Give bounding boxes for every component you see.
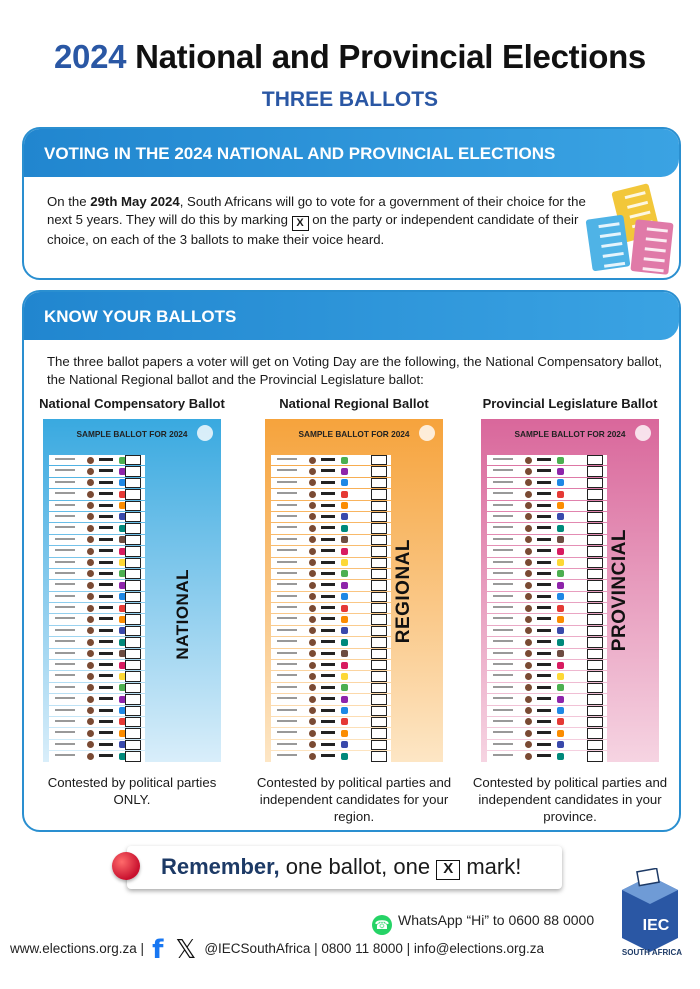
ballot-row xyxy=(49,728,145,738)
ballot-row xyxy=(271,466,391,476)
facebook-icon[interactable]: f xyxy=(152,935,164,965)
ballot-caption: Contested by political parties ONLY. xyxy=(47,775,217,807)
ballot-row xyxy=(271,751,391,761)
know-ballots-heading: KNOW YOUR BALLOTS xyxy=(24,292,679,340)
ballot-title: National Regional Ballot xyxy=(279,396,429,411)
voting-info-card xyxy=(22,127,681,280)
page-subtitle: THREE BALLOTS xyxy=(261,88,439,111)
ballot-papers-icon xyxy=(569,179,679,280)
ballot-row xyxy=(271,740,391,750)
ballot-row xyxy=(49,717,145,727)
ballot-provincial xyxy=(470,396,670,825)
website-link[interactable]: www.elections.org.za | xyxy=(10,941,145,956)
ballot-row xyxy=(271,671,391,681)
x-mark-icon: X xyxy=(292,216,309,231)
know-ballots-card xyxy=(22,290,681,832)
pushpin-icon xyxy=(112,852,140,880)
ballot-row xyxy=(487,489,607,499)
ballot-row xyxy=(271,694,391,704)
ballot-row xyxy=(49,512,145,522)
ballot-row xyxy=(271,592,391,602)
text-mid: , South Africans will go to vote for a government of their choice for the next 5 years. They will do this by marking xyxy=(47,194,586,227)
ballot-row xyxy=(487,466,607,476)
ballot-row xyxy=(49,626,145,636)
ballot-row xyxy=(271,580,391,590)
reminder-text: one ballot, one xyxy=(279,854,437,879)
ballot-row xyxy=(487,478,607,488)
ballot-row xyxy=(487,637,607,647)
title-year: 2024 xyxy=(54,38,127,75)
ballot-row xyxy=(271,706,391,716)
ballot-row xyxy=(49,569,145,579)
voting-info-text xyxy=(47,193,607,249)
ballot-header xyxy=(481,419,659,451)
ballot-row xyxy=(271,455,391,465)
ballot-row xyxy=(271,535,391,545)
whatsapp-text: WhatsApp “Hi” to 0600 88 0000 xyxy=(398,912,595,928)
ballot-header xyxy=(43,419,221,451)
ballot-row xyxy=(49,671,145,681)
ballot-row xyxy=(271,683,391,693)
seal-icon xyxy=(197,425,213,441)
ballot-row xyxy=(487,671,607,681)
ballot-row xyxy=(49,478,145,488)
ballot-row xyxy=(487,706,607,716)
ballot-row xyxy=(271,637,391,647)
ballot-image xyxy=(481,419,659,762)
ballot-row xyxy=(487,660,607,670)
ballot-row xyxy=(487,740,607,750)
ballot-row xyxy=(271,478,391,488)
ballot-row xyxy=(271,501,391,511)
ballot-row xyxy=(49,694,145,704)
ballot-row xyxy=(271,626,391,636)
ballot-row xyxy=(49,637,145,647)
ballot-row xyxy=(487,592,607,602)
seal-icon xyxy=(635,425,651,441)
ballot-row xyxy=(487,455,607,465)
ballot-row xyxy=(487,751,607,761)
ballot-header xyxy=(265,419,443,451)
ballot-row xyxy=(487,580,607,590)
ballot-side-word: NATIONAL xyxy=(173,569,192,660)
ballot-row xyxy=(487,694,607,704)
page-title xyxy=(0,38,700,76)
ballot-row xyxy=(49,535,145,545)
x-icon[interactable]: 𝕏 xyxy=(175,935,197,965)
election-date: 29th May 2024 xyxy=(90,194,180,209)
ballot-row xyxy=(271,649,391,659)
iec-logo-text: IEC xyxy=(642,917,670,934)
ballot-header-text: SAMPLE BALLOT FOR 2024 xyxy=(298,429,410,439)
ballot-row xyxy=(49,649,145,659)
ballot-caption: Contested by political parties and independent candidates in your province. xyxy=(472,775,668,824)
ballot-row xyxy=(49,614,145,624)
voting-info-heading: VOTING IN THE 2024 NATIONAL AND PROVINCIAL ELECTIONS xyxy=(24,129,679,177)
ballot-row xyxy=(487,649,607,659)
ballot-row xyxy=(271,603,391,613)
ballot-national xyxy=(32,396,232,808)
ballot-row xyxy=(49,706,145,716)
text-pre: On the xyxy=(47,194,91,209)
ballot-row xyxy=(271,660,391,670)
ballot-row xyxy=(49,455,145,465)
ballot-row xyxy=(487,523,607,533)
whatsapp-icon: ☎ xyxy=(372,915,392,935)
ballot-header-text: SAMPLE BALLOT FOR 2024 xyxy=(514,429,626,439)
ballot-row xyxy=(49,501,145,511)
ballot-regional xyxy=(254,396,454,825)
ballot-row xyxy=(487,501,607,511)
ballot-side-word: REGIONAL xyxy=(393,539,414,644)
ballot-row xyxy=(271,728,391,738)
ballot-row xyxy=(487,546,607,556)
social-contact-text[interactable]: @IECSouthAfrica | 0800 11 8000 | info@elections.org.za xyxy=(204,941,544,956)
ballot-row xyxy=(271,614,391,624)
ballot-header-text: SAMPLE BALLOT FOR 2024 xyxy=(76,429,188,439)
ballot-row xyxy=(487,626,607,636)
ballot-image xyxy=(43,419,221,762)
ballot-row xyxy=(49,580,145,590)
x-mark-icon: X xyxy=(436,860,460,880)
ballot-title: Provincial Legislature Ballot xyxy=(482,396,658,411)
ballot-row xyxy=(49,592,145,602)
ballot-title: National Compensatory Ballot xyxy=(39,396,225,411)
ballot-row xyxy=(271,489,391,499)
ballot-row xyxy=(487,569,607,579)
text-post: on the party or independent candidate of their choice, on each of the 3 ballots to make their voice heard. xyxy=(47,212,579,247)
ballot-row xyxy=(49,489,145,499)
ballot-row xyxy=(49,603,145,613)
ballot-row xyxy=(487,603,607,613)
ballot-row xyxy=(49,683,145,693)
ballot-row xyxy=(49,660,145,670)
seal-icon xyxy=(419,425,435,441)
ballot-row xyxy=(271,523,391,533)
ballot-row xyxy=(49,466,145,476)
ballot-row xyxy=(49,523,145,533)
ballot-row xyxy=(487,683,607,693)
ballot-row xyxy=(487,728,607,738)
reminder-bold: Remember, xyxy=(161,854,280,879)
ballot-row xyxy=(487,614,607,624)
ballot-row xyxy=(49,558,145,568)
ballot-row xyxy=(49,751,145,761)
ballot-row xyxy=(49,546,145,556)
ballot-side-word: PROVINCIAL xyxy=(609,529,630,652)
reminder-banner xyxy=(127,846,562,889)
whatsapp-line[interactable] xyxy=(372,912,594,935)
ballot-row xyxy=(487,535,607,545)
ballot-row xyxy=(49,740,145,750)
ballot-caption: Contested by political parties and independent candidates for your region. xyxy=(256,775,452,824)
iec-country-label: SOUTH AFRICA xyxy=(621,948,683,957)
reminder-end: mark! xyxy=(460,854,522,879)
ballot-row xyxy=(487,717,607,727)
ballot-row xyxy=(487,558,607,568)
ballot-row xyxy=(271,717,391,727)
ballot-row xyxy=(271,546,391,556)
ballot-image xyxy=(265,419,443,762)
footer-contact xyxy=(10,935,544,965)
ballot-row xyxy=(271,512,391,522)
ballot-row xyxy=(271,558,391,568)
title-text: National and Provincial Elections xyxy=(126,38,646,75)
ballot-row xyxy=(487,512,607,522)
ballot-row xyxy=(271,569,391,579)
know-ballots-intro: The three ballot papers a voter will get on Voting Day are the following, the National Compensatory ballot, the National Regional ballot and the Provincial Legislature ballot: xyxy=(47,354,663,387)
